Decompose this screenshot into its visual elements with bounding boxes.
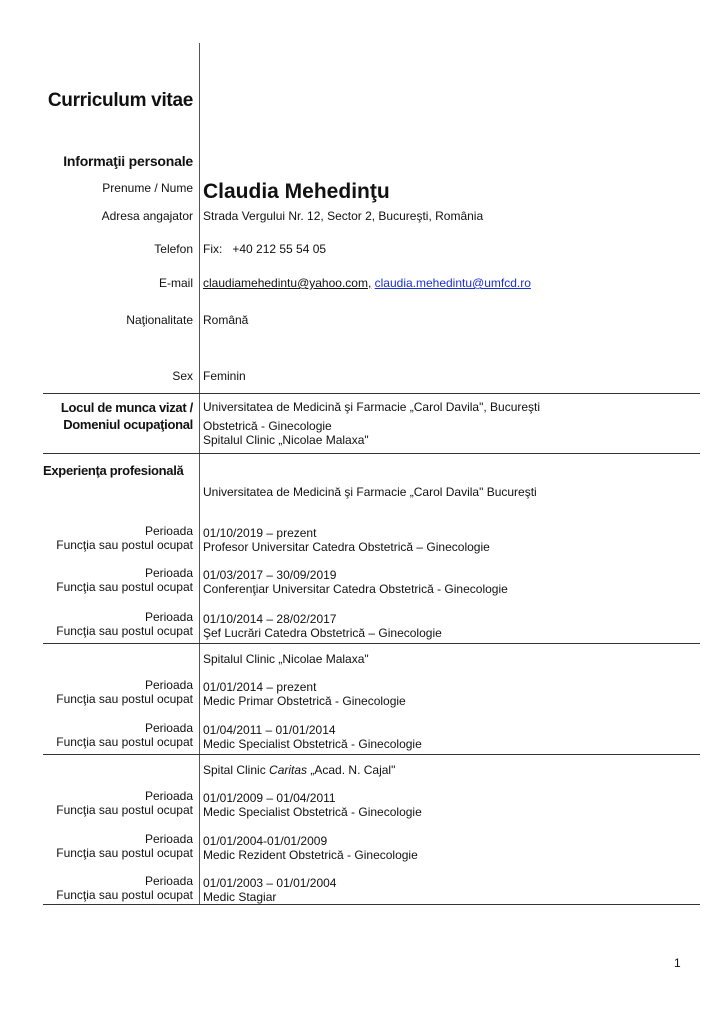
name-label: Prenume / Nume — [102, 181, 193, 195]
position-value: Conferenţiar Universitar Catedra Obstetrică - Ginecologie — [203, 582, 508, 596]
position-value: Medic Specialist Obstetrică - Ginecologie — [203, 737, 422, 751]
column-divider — [199, 43, 200, 904]
position-value: Profesor Universitar Catedra Obstetrică – Ginecologie — [203, 540, 490, 554]
page-title: Curriculum vitae — [47, 90, 193, 111]
email-link-yahoo[interactable]: claudiamehedintu@yahoo.com, — [203, 276, 372, 290]
divider — [43, 643, 700, 644]
full-name: Claudia Mehedinţu — [203, 180, 390, 203]
position-label: Funcţia sau postul ocupat — [56, 624, 193, 638]
workplace-line: Universitatea de Medicină şi Farmacie „Carol Davila", Bucureşti — [203, 400, 541, 414]
period-label: Perioada — [144, 874, 193, 888]
position-label: Funcţia sau postul ocupat — [56, 803, 193, 817]
employer-name-prefix: Spital Clinic — [203, 763, 270, 777]
workplace-line: Spitalul Clinic „Nicolae Malaxa" — [203, 433, 369, 447]
position-value: Şef Lucrări Catedra Obstetrică – Ginecologie — [203, 626, 442, 640]
email-label: E-mail — [158, 276, 193, 290]
workplace-label-2: Domeniul ocupaţional — [63, 417, 193, 432]
position-value: Medic Primar Obstetrică - Ginecologie — [203, 694, 406, 708]
period-label: Perioada — [144, 789, 193, 803]
period-value: 01/10/2019 – prezent — [203, 526, 317, 540]
employer-name-italic: Caritas — [269, 763, 308, 777]
position-value: Medic Rezident Obstetrică - Ginecologie — [203, 848, 418, 862]
period-value: 01/01/2014 – prezent — [203, 680, 317, 694]
address-value: Strada Vergului Nr. 12, Sector 2, Bucureşti, România — [203, 209, 484, 223]
experience-heading: Experienţa profesională — [43, 463, 184, 478]
period-label: Perioada — [144, 678, 193, 692]
nationality-value: Română — [203, 313, 249, 327]
page-number: 1 — [674, 956, 681, 970]
position-label: Funcţia sau postul ocupat — [56, 692, 193, 706]
email-link-umfcd[interactable]: claudia.mehedintu@umfcd.ro — [374, 276, 531, 290]
period-label: Perioada — [144, 832, 193, 846]
period-value: 01/01/2009 – 01/04/2011 — [203, 791, 336, 805]
period-label: Perioada — [144, 721, 193, 735]
period-label: Perioada — [144, 524, 193, 538]
position-label: Funcţia sau postul ocupat — [56, 735, 193, 749]
position-label: Funcţia sau postul ocupat — [56, 580, 193, 594]
sex-label: Sex — [172, 369, 193, 383]
employer-name — [203, 763, 395, 777]
position-label: Funcţia sau postul ocupat — [56, 846, 193, 860]
workplace-line: Obstetrică - Ginecologie — [203, 419, 332, 433]
position-value: Medic Stagiar — [203, 890, 277, 904]
period-label: Perioada — [144, 610, 193, 624]
address-label: Adresa angajator — [101, 209, 193, 223]
period-value: 01/04/2011 – 01/01/2014 — [203, 723, 336, 737]
divider — [43, 754, 700, 755]
personal-info-heading: Informaţii personale — [63, 153, 193, 169]
position-label: Funcţia sau postul ocupat — [56, 538, 193, 552]
nationality-label: Naţionalitate — [126, 313, 193, 327]
divider — [43, 904, 700, 905]
period-value: 01/01/2004-01/01/2009 — [203, 834, 328, 848]
position-value: Medic Specialist Obstetrică - Ginecologie — [203, 805, 422, 819]
phone-value: Fix: +40 212 55 54 05 — [203, 242, 327, 256]
period-label: Perioada — [144, 566, 193, 580]
period-value: 01/10/2014 – 28/02/2017 — [203, 612, 337, 626]
employer-name: Spitalul Clinic „Nicolae Malaxa" — [203, 652, 369, 666]
divider — [43, 393, 700, 394]
sex-value: Feminin — [203, 369, 246, 383]
employer-name-suffix: „Acad. N. Cajal" — [307, 763, 396, 777]
period-value: 01/03/2017 – 30/09/2019 — [203, 568, 337, 582]
phone-label: Telefon — [154, 242, 193, 256]
employer-name: Universitatea de Medicină şi Farmacie „Carol Davila" Bucureşti — [203, 485, 537, 499]
divider — [43, 453, 700, 454]
period-value: 01/01/2003 – 01/01/2004 — [203, 876, 337, 890]
workplace-label-1: Locul de munca vizat / — [60, 400, 193, 415]
email-values — [203, 276, 531, 290]
position-label: Funcţia sau postul ocupat — [56, 888, 193, 902]
